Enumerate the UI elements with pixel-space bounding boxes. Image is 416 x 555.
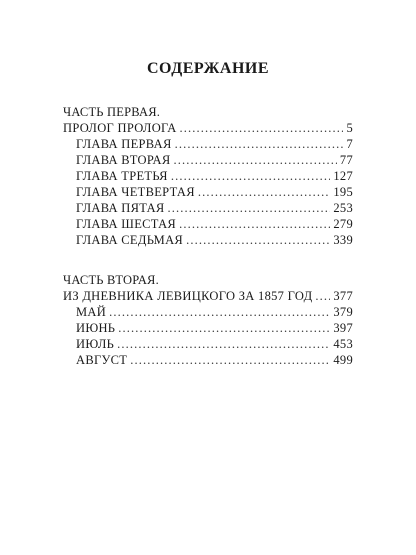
toc-entry-page: 397: [333, 321, 353, 335]
dot-leader: [198, 184, 331, 200]
toc-entry-page: 7: [346, 137, 353, 151]
dot-leader: [315, 288, 330, 304]
toc-entry-page: 195: [333, 185, 353, 199]
toc-entry-label: ГЛАВА ПЯТАЯ: [76, 201, 165, 215]
part-two-title: ЧАСТЬ ВТОРАЯ.: [63, 273, 159, 287]
dot-leader: [179, 216, 330, 232]
page-title: СОДЕРЖАНИЕ: [146, 60, 270, 77]
dot-leader: [168, 200, 331, 216]
toc-entry-label: ГЛАВА ВТОРАЯ: [76, 153, 171, 167]
toc-entry-chapter-6: [63, 216, 353, 232]
toc-entry-label: ИЮНЬ: [76, 321, 116, 335]
toc-entry-may: [63, 304, 353, 320]
dot-leader: [117, 336, 330, 352]
toc-entry-label: ИЮЛЬ: [76, 337, 115, 351]
toc-entry-june: [63, 320, 353, 336]
toc-entry-label: ГЛАВА ЧЕТВЕРТАЯ: [76, 185, 195, 199]
dot-leader: [118, 320, 330, 336]
toc-entry-label: ПРОЛОГ ПРОЛОГА: [63, 121, 177, 135]
toc-entry-page: 339: [333, 233, 353, 247]
toc-entry-chapter-5: [63, 200, 353, 216]
toc-entry-august: [63, 352, 353, 368]
toc-entry-page: 253: [333, 201, 353, 215]
toc-entry-diary: [63, 288, 353, 304]
dot-leader: [186, 232, 330, 248]
toc-entry-chapter-4: [63, 184, 353, 200]
toc-entry-page: 127: [333, 169, 353, 183]
toc-entry-label: ГЛАВА ТРЕТЬЯ: [76, 169, 168, 183]
toc-entry-label: ИЗ ДНЕВНИКА ЛЕВИЦКОГО ЗА 1857 ГОД: [63, 289, 313, 303]
toc-entry-label: ГЛАВА ПЕРВАЯ: [76, 137, 172, 151]
dot-leader: [180, 120, 344, 136]
toc-entry-chapter-1: [63, 136, 353, 152]
toc-entry-chapter-3: [63, 168, 353, 184]
toc-entry-page: 279: [333, 217, 353, 231]
toc-entry-chapter-7: [63, 232, 353, 248]
dot-leader: [173, 152, 336, 168]
part-separator: [63, 248, 353, 272]
toc-entry-label: ГЛАВА СЕДЬМАЯ: [76, 233, 184, 247]
toc-entry-page: 499: [333, 353, 353, 367]
toc-entry-page: 453: [333, 337, 353, 351]
toc-entry-page: 379: [333, 305, 353, 319]
toc-entry-page: 377: [333, 289, 353, 303]
toc-entry-label: МАЙ: [76, 305, 107, 319]
toc-entry-chapter-2: [63, 152, 353, 168]
dot-leader: [175, 136, 344, 152]
toc-entry-label: ГЛАВА ШЕСТАЯ: [76, 217, 177, 231]
toc-entry-label: АВГУСТ: [76, 353, 128, 367]
part-one-title: ЧАСТЬ ПЕРВАЯ.: [63, 105, 161, 119]
toc-entry-page: 77: [339, 153, 353, 167]
dot-leader: [171, 168, 331, 184]
toc-entry-prologue: [63, 120, 353, 136]
dot-leader: [109, 304, 330, 320]
toc-entry-july: [63, 336, 353, 352]
toc-entry-page: 5: [346, 121, 353, 135]
table-of-contents: [63, 104, 353, 368]
dot-leader: [130, 352, 330, 368]
